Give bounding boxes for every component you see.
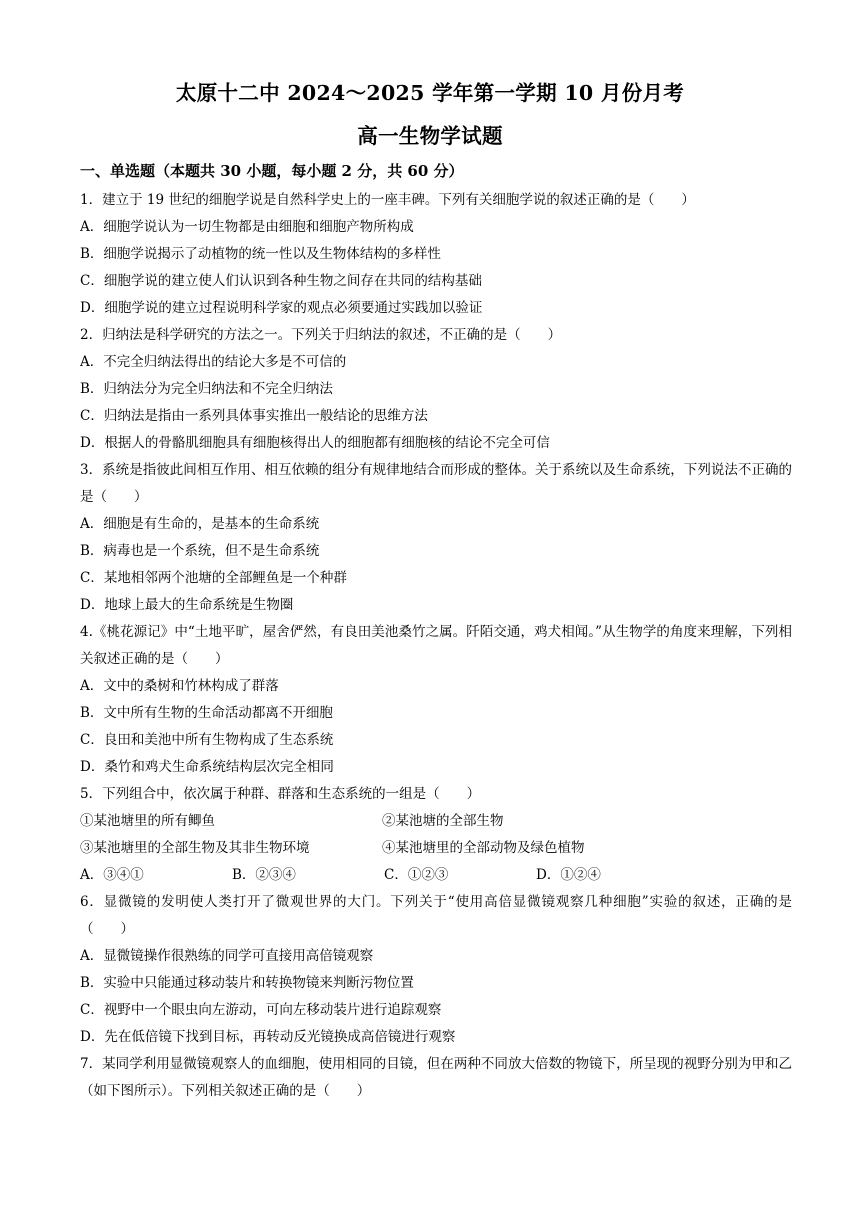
question-3-option-b: B．病毒也是一个系统，但不是生命系统 <box>80 543 320 559</box>
question-6-option-b: B．实验中只能通过移动装片和转换物镜来判断污物位置 <box>80 975 414 991</box>
question-2-option-d: D．根据人的骨骼肌细胞具有细胞核得出人的细胞都有细胞核的结论不完全可信 <box>80 435 550 451</box>
question-6-option-d: D．先在低倍镜下找到目标，再转动反光镜换成高倍镜进行观察 <box>80 1029 456 1045</box>
question-5-option-a: A．③④① <box>80 867 144 883</box>
question-7-stem: 7．某同学利用显微镜观察人的血细胞，使用相同的目镜，但在两种不同放大倍数的物镜下，所呈现的视野分别为甲和乙（如下图所示）。下列相关叙述正确的是（ ） <box>80 1056 792 1099</box>
question-2-option-c: C．归纳法是指由一系列具体事实推出一般结论的思维方法 <box>80 408 428 424</box>
question-5-items-row-2 <box>80 835 792 862</box>
question-1-stem: 1．建立于 19 世纪的细胞学说是自然科学史上的一座丰碑。下列有关细胞学说的叙述正确的是（ ） <box>80 192 695 208</box>
question-4-option-b: B．文中所有生物的生命活动都离不开细胞 <box>80 705 333 721</box>
question-5-items-row-1 <box>80 808 792 835</box>
question-5-option-d: D．①②④ <box>536 867 601 883</box>
page-title: 太原十二中 2024～2025 学年第一学期 10 月份月考 <box>175 81 685 105</box>
question-4-option-d: D．桑竹和鸡犬生命系统结构层次完全相同 <box>80 759 334 775</box>
question-6-option-a: A．显微镜操作很熟练的同学可直接用高倍镜观察 <box>80 948 374 964</box>
question-6-stem: 6．显微镜的发明使人类打开了微观世界的大门。下列关于“使用高倍显微镜观察几种细胞”实验的叙述，正确的是（ ） <box>80 894 792 937</box>
question-4-stem: 4.《桃花源记》中“土地平旷，屋舍俨然，有良田美池桑竹之属。阡陌交通，鸡犬相闻。”从生物学的角度来理解，下列相关叙述正确的是（ ） <box>80 624 792 667</box>
question-1-option-a: A．细胞学说认为一切生物都是由细胞和细胞产物所构成 <box>80 219 414 235</box>
question-1-option-b: B．细胞学说揭示了动植物的统一性以及生物体结构的多样性 <box>80 246 441 262</box>
question-5-item-2: ②某池塘的全部生物 <box>382 813 504 829</box>
question-5-item-1: ①某池塘里的所有鲫鱼 <box>80 813 215 829</box>
question-5-option-b: B．②③④ <box>232 867 296 883</box>
question-list <box>80 187 792 1105</box>
question-2-stem: 2．归纳法是科学研究的方法之一。下列关于归纳法的叙述，不正确的是（ ） <box>80 327 562 343</box>
question-4-option-a: A．文中的桑树和竹林构成了群落 <box>80 678 279 694</box>
question-3-stem: 3．系统是指彼此间相互作用、相互依赖的组分有规律地结合而形成的整体。关于系统以及生命系统，下列说法不正确的是（ ） <box>80 462 792 505</box>
question-4-option-c: C．良田和美池中所有生物构成了生态系统 <box>80 732 334 748</box>
question-2-option-a: A．不完全归纳法得出的结论大多是不可信的 <box>80 354 347 370</box>
question-3-option-a: A．细胞是有生命的，是基本的生命系统 <box>80 516 320 532</box>
question-5-stem: 5．下列组合中，依次属于种群、群落和生态系统的一组是（ ） <box>80 786 481 802</box>
question-2-option-b: B．归纳法分为完全归纳法和不完全归纳法 <box>80 381 333 397</box>
question-5-item-4: ④某池塘里的全部动物及绿色植物 <box>382 840 585 856</box>
question-5-item-3: ③某池塘里的全部生物及其非生物环境 <box>80 840 310 856</box>
question-5-option-c: C．①②③ <box>384 867 449 883</box>
page-subtitle: 高一生物学试题 <box>357 124 503 148</box>
question-1-option-d: D．细胞学说的建立过程说明科学家的观点必须要通过实践加以验证 <box>80 300 483 316</box>
question-3-option-d: D．地球上最大的生命系统是生物圈 <box>80 597 294 613</box>
section-heading: 一、单选题（本题共 30 小题，每小题 2 分，共 60 分） <box>80 162 464 180</box>
question-5-options <box>80 862 792 889</box>
question-1-option-c: C．细胞学说的建立使人们认识到各种生物之间存在共同的结构基础 <box>80 273 482 289</box>
question-3-option-c: C．某地相邻两个池塘的全部鲤鱼是一个种群 <box>80 570 347 586</box>
question-6-option-c: C．视野中一个眼虫向左游动，可向左移动装片进行追踪观察 <box>80 1002 442 1018</box>
